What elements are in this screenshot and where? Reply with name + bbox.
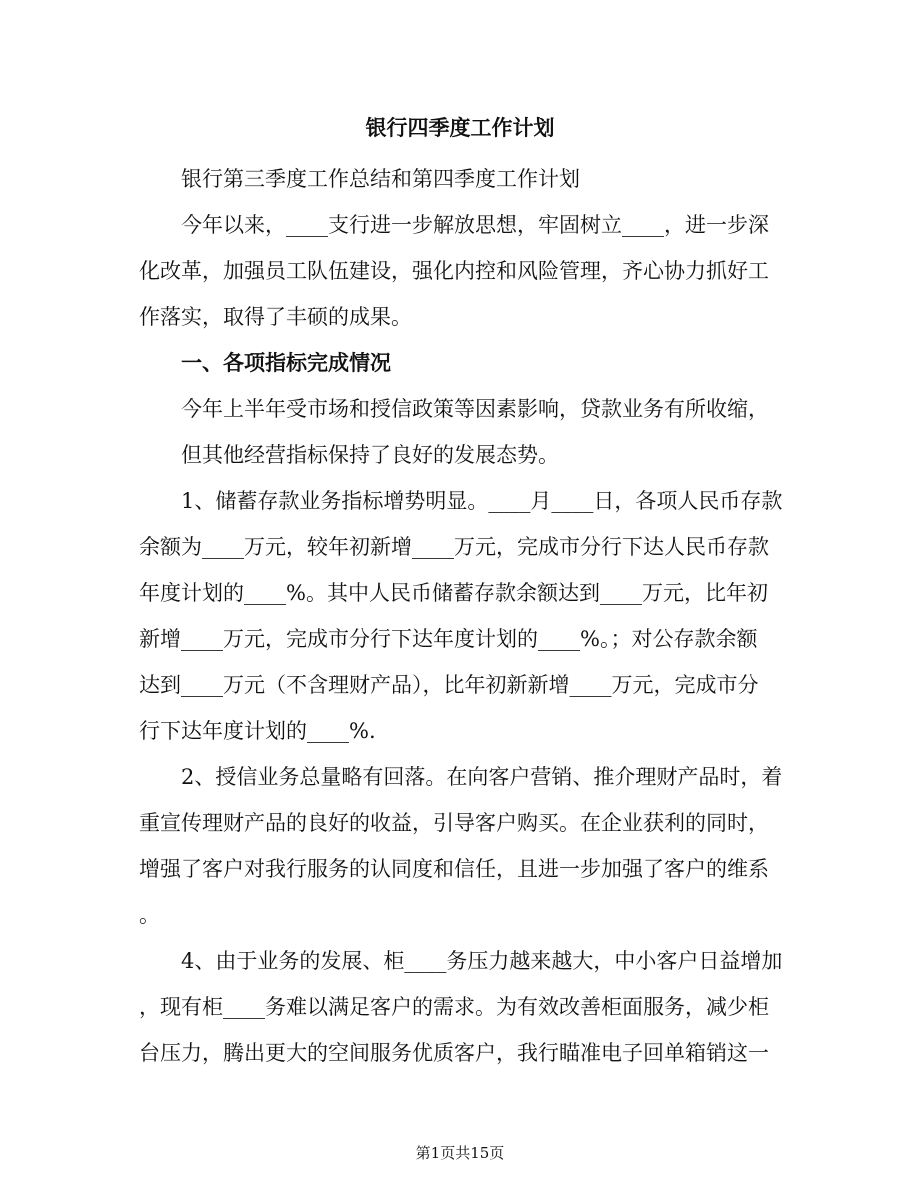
page-indicator: 第1页共15页 (415, 1144, 505, 1162)
section1-line-1: 今年上半年受市场和授信政策等因素影响，贷款业务有所收缩， (181, 397, 769, 421)
document-subtitle: 银行第三季度工作总结和第四季度工作计划 (181, 167, 580, 191)
item2-line-2: 重宣传理财产品的良好的收益，引导客户购买。在企业获利的同时， (139, 811, 769, 835)
item1-line-4: 新增____万元，完成市分行下达年度计划的____%。；对公存款余额 (139, 627, 758, 651)
intro-line-3: 作落实，取得了丰硕的成果。 (139, 305, 412, 329)
item4-line-1: 4、由于业务的发展、柜____务压力越来越大，中小客户日益增加 (181, 949, 783, 973)
section1-line-2: 但其他经营指标保持了良好的发展态势。 (181, 443, 559, 467)
intro-line-2: 化改革，加强员工队伍建设，强化内控和风险管理，齐心协力抓好工 (139, 259, 769, 283)
section-heading: 一、各项指标完成情况 (181, 350, 391, 375)
item2-line-4: 。 (139, 903, 160, 927)
item1-line-2: 余额为____万元，较年初新增____万元，完成市分行下达人民币存款 (139, 535, 769, 559)
document-title: 银行四季度工作计划 (365, 115, 555, 140)
item4-line-2: ，现有柜____务难以满足客户的需求。为有效改善柜面服务，减少柜 (139, 995, 769, 1019)
item4-line-3: 台压力，腾出更大的空间服务优质客户，我行瞄准电子回单箱销这一 (139, 1041, 769, 1065)
item2-line-1: 2、授信业务总量略有回落。在向客户营销、推介理财产品时，着 (181, 765, 783, 789)
item1-line-3: 年度计划的____%。其中人民币储蓄存款余额达到____万元，比年初 (139, 581, 768, 605)
item1-line-1: 1、储蓄存款业务指标增势明显。____月____日，各项人民币存款 (181, 489, 783, 513)
item1-line-6: 行下达年度计划的____%. (139, 719, 376, 743)
item2-line-3: 增强了客户对我行服务的认同度和信任，且进一步加强了客户的维系 (139, 857, 769, 881)
intro-line-1: 今年以来，____支行进一步解放思想，牢固树立____，进一步深 (181, 213, 769, 237)
item1-line-5: 达到____万元（不含理财产品），比年初新新增____万元，完成市分 (139, 673, 759, 697)
